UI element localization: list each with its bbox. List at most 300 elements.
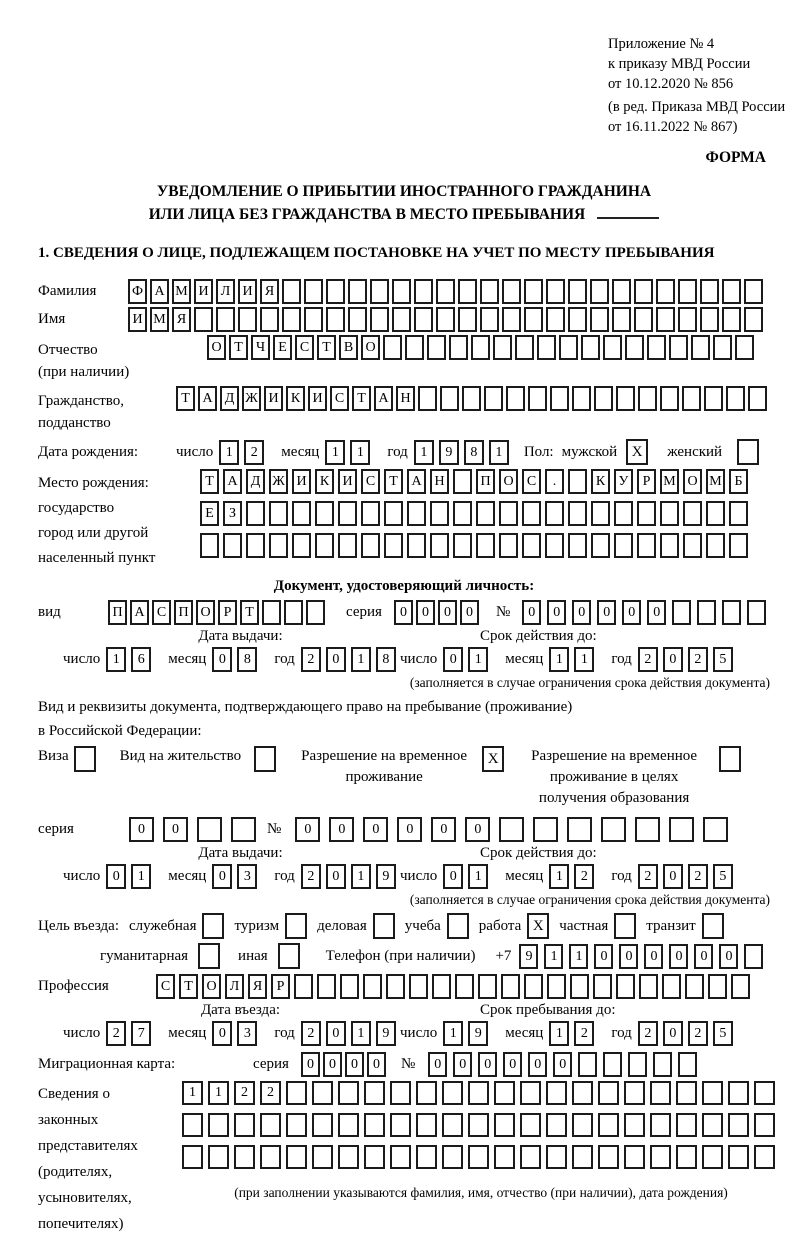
char-cell[interactable] [634,279,653,304]
char-cell[interactable] [364,1145,385,1169]
char-cell[interactable] [722,600,741,625]
char-cell[interactable] [430,501,449,526]
purpose-private-checkbox[interactable] [614,913,636,939]
char-cell[interactable]: Н [430,469,449,494]
char-cell[interactable]: Е [273,335,292,360]
char-cell[interactable]: И [338,469,357,494]
char-cell[interactable] [286,1113,307,1137]
char-cell[interactable]: 2 [301,1021,321,1046]
purpose-business-checkbox[interactable] [373,913,395,939]
char-cell[interactable]: 0 [443,647,463,672]
char-cell[interactable] [568,279,587,304]
char-cell[interactable] [312,1113,333,1137]
char-cell[interactable]: 2 [574,864,594,889]
char-cell[interactable]: 0 [323,1052,342,1077]
char-cell[interactable]: 0 [719,944,738,969]
char-cell[interactable]: 0 [416,600,435,625]
char-cell[interactable] [390,1113,411,1137]
char-cell[interactable]: 0 [326,864,346,889]
char-cell[interactable] [546,307,565,332]
char-cell[interactable] [312,1081,333,1105]
purpose-humanitarian-checkbox[interactable] [198,943,220,969]
char-cell[interactable] [650,1113,671,1137]
char-cell[interactable] [614,501,633,526]
char-cell[interactable]: 0 [129,817,154,842]
char-cell[interactable] [348,279,367,304]
char-cell[interactable] [392,279,411,304]
char-cell[interactable] [550,386,569,411]
char-cell[interactable] [182,1113,203,1137]
char-cell[interactable]: 1 [350,440,370,465]
char-cell[interactable]: 2 [638,864,658,889]
char-cell[interactable] [418,386,437,411]
char-cell[interactable] [315,501,334,526]
char-cell[interactable]: 0 [522,600,541,625]
char-cell[interactable] [390,1081,411,1105]
char-cell[interactable]: 0 [503,1052,522,1077]
char-cell[interactable]: А [374,386,393,411]
char-cell[interactable]: А [150,279,169,304]
char-cell[interactable] [282,307,301,332]
char-cell[interactable]: Ф [128,279,147,304]
char-cell[interactable]: 8 [237,647,257,672]
char-cell[interactable]: Т [352,386,371,411]
char-cell[interactable] [726,386,745,411]
char-cell[interactable] [660,533,679,558]
char-cell[interactable] [430,533,449,558]
char-cell[interactable]: 0 [644,944,663,969]
char-cell[interactable] [363,974,382,999]
char-cell[interactable] [384,533,403,558]
char-cell[interactable] [614,533,633,558]
char-cell[interactable] [702,1145,723,1169]
char-cell[interactable] [731,974,750,999]
char-cell[interactable] [678,1052,697,1077]
char-cell[interactable]: 0 [295,817,320,842]
char-cell[interactable]: 0 [438,600,457,625]
char-cell[interactable]: О [202,974,221,999]
char-cell[interactable] [545,501,564,526]
char-cell[interactable] [194,307,213,332]
char-cell[interactable] [683,533,702,558]
char-cell[interactable] [683,501,702,526]
char-cell[interactable] [700,307,719,332]
temp-residence-education-checkbox[interactable] [719,746,741,772]
char-cell[interactable]: 0 [647,600,666,625]
char-cell[interactable] [638,386,657,411]
char-cell[interactable]: О [361,335,380,360]
char-cell[interactable]: 0 [460,600,479,625]
char-cell[interactable] [669,335,688,360]
char-cell[interactable] [682,386,701,411]
char-cell[interactable] [338,501,357,526]
char-cell[interactable]: 1 [131,864,151,889]
char-cell[interactable]: Т [176,386,195,411]
char-cell[interactable] [340,974,359,999]
temp-residence-checkbox[interactable]: X [482,746,504,772]
char-cell[interactable] [453,533,472,558]
char-cell[interactable] [706,501,725,526]
char-cell[interactable] [697,600,716,625]
char-cell[interactable] [625,335,644,360]
char-cell[interactable]: Т [179,974,198,999]
char-cell[interactable] [598,1113,619,1137]
char-cell[interactable] [246,501,265,526]
char-cell[interactable] [238,307,257,332]
char-cell[interactable] [216,307,235,332]
char-cell[interactable] [416,1113,437,1137]
char-cell[interactable] [568,501,587,526]
char-cell[interactable] [567,817,592,842]
char-cell[interactable] [660,501,679,526]
char-cell[interactable] [744,944,763,969]
char-cell[interactable]: 8 [376,647,396,672]
char-cell[interactable]: 0 [163,817,188,842]
char-cell[interactable]: 0 [443,864,463,889]
char-cell[interactable] [304,307,323,332]
char-cell[interactable] [537,335,556,360]
char-cell[interactable] [678,307,697,332]
char-cell[interactable]: В [339,335,358,360]
char-cell[interactable] [616,386,635,411]
char-cell[interactable]: И [128,307,147,332]
char-cell[interactable]: Я [260,279,279,304]
char-cell[interactable]: 0 [547,600,566,625]
char-cell[interactable] [440,386,459,411]
char-cell[interactable] [442,1113,463,1137]
char-cell[interactable] [616,974,635,999]
char-cell[interactable] [708,974,727,999]
char-cell[interactable] [546,1081,567,1105]
char-cell[interactable] [292,533,311,558]
char-cell[interactable] [284,600,303,625]
char-cell[interactable] [499,817,524,842]
char-cell[interactable] [493,335,512,360]
char-cell[interactable] [676,1081,697,1105]
char-cell[interactable] [572,1113,593,1137]
char-cell[interactable] [568,469,587,494]
char-cell[interactable]: 0 [619,944,638,969]
char-cell[interactable] [581,335,600,360]
char-cell[interactable] [208,1113,229,1137]
char-cell[interactable] [650,1081,671,1105]
char-cell[interactable] [672,600,691,625]
char-cell[interactable] [407,501,426,526]
char-cell[interactable]: 5 [713,1021,733,1046]
char-cell[interactable]: 0 [453,1052,472,1077]
char-cell[interactable]: 6 [131,647,151,672]
char-cell[interactable]: 1 [106,647,126,672]
char-cell[interactable] [260,307,279,332]
char-cell[interactable]: 0 [212,864,232,889]
char-cell[interactable] [578,1052,597,1077]
char-cell[interactable]: 0 [663,864,683,889]
char-cell[interactable] [598,1145,619,1169]
char-cell[interactable]: 2 [106,1021,126,1046]
char-cell[interactable] [624,1113,645,1137]
char-cell[interactable]: 0 [669,944,688,969]
char-cell[interactable]: 1 [549,1021,569,1046]
char-cell[interactable]: К [315,469,334,494]
char-cell[interactable] [414,279,433,304]
char-cell[interactable] [722,279,741,304]
char-cell[interactable] [494,1113,515,1137]
char-cell[interactable]: 0 [326,647,346,672]
char-cell[interactable] [637,533,656,558]
char-cell[interactable] [590,279,609,304]
char-cell[interactable] [499,501,518,526]
char-cell[interactable]: 9 [519,944,538,969]
char-cell[interactable] [499,533,518,558]
char-cell[interactable]: Я [248,974,267,999]
char-cell[interactable]: Ж [242,386,261,411]
char-cell[interactable] [286,1081,307,1105]
char-cell[interactable]: Т [384,469,403,494]
char-cell[interactable] [338,533,357,558]
char-cell[interactable] [754,1145,775,1169]
char-cell[interactable]: 0 [528,1052,547,1077]
char-cell[interactable] [326,307,345,332]
male-checkbox[interactable]: X [626,439,648,465]
char-cell[interactable]: 1 [443,1021,463,1046]
char-cell[interactable] [728,1145,749,1169]
char-cell[interactable]: С [330,386,349,411]
char-cell[interactable] [754,1113,775,1137]
char-cell[interactable] [559,335,578,360]
char-cell[interactable] [612,279,631,304]
char-cell[interactable] [361,533,380,558]
char-cell[interactable]: Л [225,974,244,999]
char-cell[interactable] [590,307,609,332]
char-cell[interactable] [545,533,564,558]
char-cell[interactable] [386,974,405,999]
char-cell[interactable] [436,307,455,332]
char-cell[interactable] [208,1145,229,1169]
char-cell[interactable] [390,1145,411,1169]
char-cell[interactable] [591,501,610,526]
char-cell[interactable]: М [660,469,679,494]
char-cell[interactable] [260,1145,281,1169]
char-cell[interactable] [700,279,719,304]
char-cell[interactable] [370,307,389,332]
char-cell[interactable] [282,279,301,304]
char-cell[interactable] [416,1145,437,1169]
char-cell[interactable]: 0 [622,600,641,625]
char-cell[interactable] [635,817,660,842]
char-cell[interactable] [612,307,631,332]
char-cell[interactable] [364,1113,385,1137]
char-cell[interactable] [231,817,256,842]
char-cell[interactable] [427,335,446,360]
char-cell[interactable]: 2 [301,864,321,889]
char-cell[interactable]: 0 [594,944,613,969]
char-cell[interactable]: 0 [597,600,616,625]
char-cell[interactable] [676,1145,697,1169]
char-cell[interactable] [754,1081,775,1105]
char-cell[interactable]: 2 [260,1081,281,1105]
char-cell[interactable] [572,1145,593,1169]
char-cell[interactable]: 9 [439,440,459,465]
char-cell[interactable] [494,1145,515,1169]
char-cell[interactable] [678,279,697,304]
char-cell[interactable] [624,1081,645,1105]
char-cell[interactable]: 9 [376,1021,396,1046]
char-cell[interactable]: И [238,279,257,304]
char-cell[interactable]: С [152,600,171,625]
char-cell[interactable] [572,1081,593,1105]
purpose-transit-checkbox[interactable] [702,913,724,939]
char-cell[interactable] [476,501,495,526]
char-cell[interactable] [747,600,766,625]
char-cell[interactable]: 1 [544,944,563,969]
char-cell[interactable]: И [264,386,283,411]
char-cell[interactable]: 2 [234,1081,255,1105]
char-cell[interactable] [502,279,521,304]
char-cell[interactable] [453,501,472,526]
char-cell[interactable] [660,386,679,411]
char-cell[interactable]: 1 [351,864,371,889]
purpose-other-checkbox[interactable] [278,943,300,969]
char-cell[interactable] [628,1052,647,1077]
char-cell[interactable]: Б [729,469,748,494]
char-cell[interactable] [735,335,754,360]
char-cell[interactable] [462,386,481,411]
char-cell[interactable]: А [407,469,426,494]
char-cell[interactable]: 5 [713,864,733,889]
char-cell[interactable]: С [522,469,541,494]
char-cell[interactable] [317,974,336,999]
char-cell[interactable] [650,1145,671,1169]
purpose-work-checkbox[interactable]: X [527,913,549,939]
char-cell[interactable]: К [591,469,610,494]
char-cell[interactable] [744,307,763,332]
char-cell[interactable]: З [223,501,242,526]
char-cell[interactable] [405,335,424,360]
char-cell[interactable]: И [194,279,213,304]
char-cell[interactable]: С [156,974,175,999]
char-cell[interactable] [520,1081,541,1105]
char-cell[interactable]: Т [229,335,248,360]
char-cell[interactable]: Л [216,279,235,304]
char-cell[interactable]: 0 [553,1052,572,1077]
char-cell[interactable]: 0 [329,817,354,842]
char-cell[interactable]: У [614,469,633,494]
char-cell[interactable] [624,1145,645,1169]
char-cell[interactable] [729,501,748,526]
char-cell[interactable] [570,974,589,999]
char-cell[interactable] [676,1113,697,1137]
char-cell[interactable]: 1 [351,1021,371,1046]
char-cell[interactable] [326,279,345,304]
char-cell[interactable] [200,533,219,558]
char-cell[interactable]: 0 [394,600,413,625]
char-cell[interactable] [729,533,748,558]
char-cell[interactable]: 1 [219,440,239,465]
char-cell[interactable] [197,817,222,842]
char-cell[interactable]: 0 [663,1021,683,1046]
char-cell[interactable] [520,1113,541,1137]
char-cell[interactable] [392,307,411,332]
purpose-tourism-checkbox[interactable] [285,913,307,939]
char-cell[interactable] [348,307,367,332]
char-cell[interactable]: 1 [414,440,434,465]
char-cell[interactable] [702,1081,723,1105]
char-cell[interactable] [383,335,402,360]
char-cell[interactable]: 2 [244,440,264,465]
char-cell[interactable] [691,335,710,360]
char-cell[interactable] [522,501,541,526]
char-cell[interactable] [442,1145,463,1169]
char-cell[interactable]: А [198,386,217,411]
char-cell[interactable] [338,1145,359,1169]
char-cell[interactable] [594,386,613,411]
char-cell[interactable]: 0 [106,864,126,889]
char-cell[interactable]: О [207,335,226,360]
char-cell[interactable]: 1 [325,440,345,465]
char-cell[interactable] [653,1052,672,1077]
char-cell[interactable]: О [196,600,215,625]
char-cell[interactable]: 1 [468,864,488,889]
char-cell[interactable]: 0 [367,1052,386,1077]
char-cell[interactable] [361,501,380,526]
char-cell[interactable]: 0 [428,1052,447,1077]
char-cell[interactable] [478,974,497,999]
char-cell[interactable]: 2 [688,647,708,672]
char-cell[interactable] [728,1113,749,1137]
char-cell[interactable] [722,307,741,332]
char-cell[interactable] [546,1113,567,1137]
char-cell[interactable]: 0 [326,1021,346,1046]
char-cell[interactable]: С [361,469,380,494]
char-cell[interactable]: 0 [663,647,683,672]
char-cell[interactable]: 1 [549,864,569,889]
char-cell[interactable]: Т [200,469,219,494]
char-cell[interactable] [634,307,653,332]
char-cell[interactable] [414,307,433,332]
char-cell[interactable] [468,1113,489,1137]
char-cell[interactable] [262,600,281,625]
char-cell[interactable] [432,974,451,999]
char-cell[interactable] [455,974,474,999]
char-cell[interactable] [468,1081,489,1105]
char-cell[interactable] [338,1081,359,1105]
char-cell[interactable]: 0 [431,817,456,842]
char-cell[interactable] [728,1081,749,1105]
char-cell[interactable] [476,533,495,558]
char-cell[interactable] [453,469,472,494]
char-cell[interactable]: 1 [351,647,371,672]
char-cell[interactable]: М [706,469,725,494]
char-cell[interactable]: М [150,307,169,332]
char-cell[interactable] [502,307,521,332]
char-cell[interactable] [223,533,242,558]
char-cell[interactable] [286,1145,307,1169]
char-cell[interactable]: А [130,600,149,625]
char-cell[interactable] [568,307,587,332]
char-cell[interactable] [524,279,543,304]
char-cell[interactable]: А [223,469,242,494]
char-cell[interactable]: 0 [363,817,388,842]
char-cell[interactable] [669,817,694,842]
char-cell[interactable] [706,533,725,558]
char-cell[interactable]: К [286,386,305,411]
char-cell[interactable] [458,279,477,304]
char-cell[interactable]: О [683,469,702,494]
char-cell[interactable] [506,386,525,411]
char-cell[interactable] [685,974,704,999]
char-cell[interactable]: Е [200,501,219,526]
char-cell[interactable]: 0 [345,1052,364,1077]
